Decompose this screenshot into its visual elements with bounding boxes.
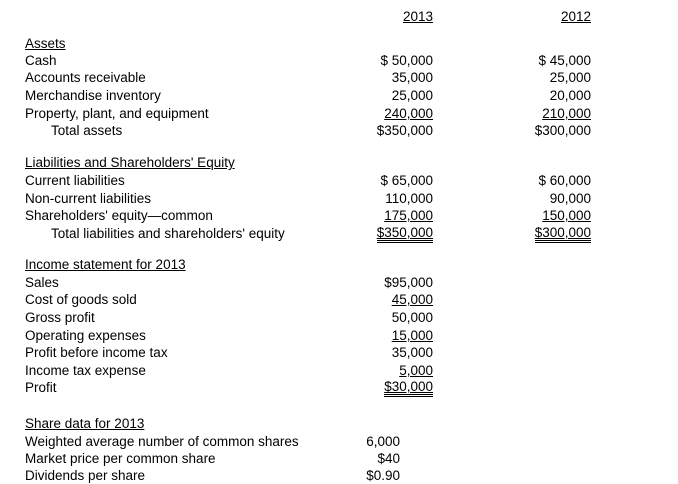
value-gross-profit-2013: 50,000 [391,310,433,325]
income-heading: Income statement for 2013 [25,257,186,272]
value-total-assets-2013: $350,000 [376,123,433,138]
row-label-gross-profit: Gross profit [25,310,95,325]
assets-heading: Assets [25,36,66,51]
row-label-profit-before-tax: Profit before income tax [25,345,168,360]
row-label-total-assets: Total assets [51,123,123,138]
value-income-tax-2013: 5,000 [399,363,433,378]
value-sales-2013: $95,000 [384,275,433,290]
row-label-sales: Sales [25,275,59,290]
value-ppe-2013: 240,000 [384,106,433,121]
value-merchandise-inventory-2013: 25,000 [391,88,433,103]
value-accounts-receivable-2012: 25,000 [549,70,591,85]
row-label-shareholders-equity: Shareholders' equity—common [25,208,213,223]
value-weighted-shares: 6,000 [366,434,400,449]
column-header-2012: 2012 [560,9,591,24]
value-operating-expenses-2013: 15,000 [391,328,433,343]
value-total-assets-2012: $300,000 [534,123,591,138]
row-label-cogs: Cost of goods sold [25,292,137,307]
row-label-weighted-shares: Weighted average number of common shares [25,434,299,449]
value-ppe-2012: 210,000 [542,106,591,121]
row-label-dividends-per-share: Dividends per share [25,468,146,483]
row-label-non-current-liabilities: Non-current liabilities [25,191,152,206]
value-current-liabilities-2012: $ 60,000 [538,173,591,188]
row-label-market-price: Market price per common share [25,451,216,466]
value-total-liabilities-equity-2013: $350,000 [377,226,433,243]
column-header-2013: 2013 [402,9,433,24]
row-label-profit: Profit [25,380,57,395]
value-shareholders-equity-2012: 150,000 [542,208,591,223]
share-data-heading: Share data for 2013 [25,416,145,431]
value-cash-2012: $ 45,000 [538,53,591,68]
value-non-current-liabilities-2013: 110,000 [385,191,433,206]
value-dividends-per-share: $0.90 [366,468,400,483]
row-label-income-tax: Income tax expense [25,363,146,378]
value-merchandise-inventory-2012: 20,000 [549,88,591,103]
row-label-accounts-receivable: Accounts receivable [25,70,146,85]
value-cash-2013: $ 50,000 [380,53,433,68]
value-accounts-receivable-2013: 35,000 [391,70,433,85]
value-shareholders-equity-2013: 175,000 [384,208,433,223]
row-label-ppe: Property, plant, and equipment [25,106,209,121]
value-profit-before-tax-2013: 35,000 [391,345,433,360]
value-non-current-liabilities-2012: 90,000 [549,191,591,206]
row-label-merchandise-inventory: Merchandise inventory [25,88,161,103]
row-label-total-liabilities-equity: Total liabilities and shareholders' equity [51,226,285,241]
row-label-cash: Cash [25,53,57,68]
value-profit-2013: $30,000 [384,380,433,397]
liabilities-heading: Liabilities and Shareholders' Equity [25,155,235,170]
value-total-liabilities-equity-2012: $300,000 [535,226,591,243]
row-label-current-liabilities: Current liabilities [25,173,125,188]
value-cogs-2013: 45,000 [391,292,433,307]
value-current-liabilities-2013: $ 65,000 [380,173,433,188]
value-market-price: $40 [377,451,400,466]
row-label-operating-expenses: Operating expenses [25,328,146,343]
